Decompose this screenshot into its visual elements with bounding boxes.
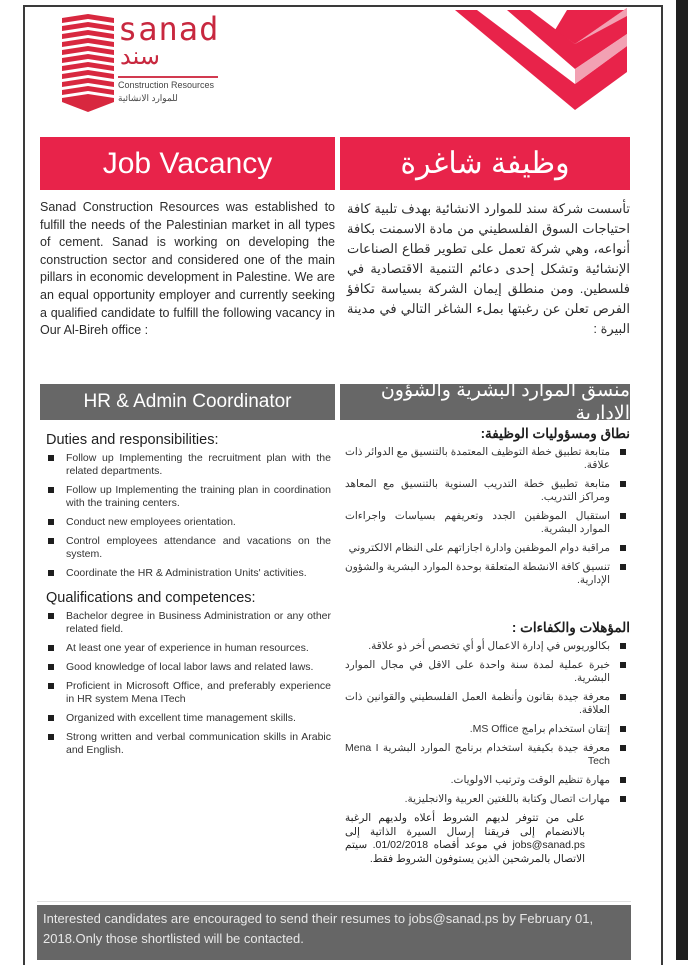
list-item: إتقان استخدام برامج MS Office. <box>345 723 630 736</box>
intro-text-arabic: تأسست شركة سند للموارد الانشائية بهدف تلبية كافة احتياجات السوق الفلسطيني من مادة الاسمنت بكافة أنواعه، وهي شركة تعمل على تطوير قطاع الصناعات الإنشائية وتشكل إحدى دعائم التنمية الاقتصادية في فلسطين. ومن منطلق إيمان الشركة بسياسة تكافؤ الفرص تعلن عن رغبتها بملء الشاغر التالي في مدينة البيرة : <box>347 201 630 336</box>
footer-divider <box>37 901 631 902</box>
job-vacancy-header: Job Vacancy <box>40 137 335 190</box>
application-footer: Interested candidates are encouraged to send their resumes to jobs@sanad.ps by February 01, 2018.Only those shortlisted will be contacted. <box>37 905 631 960</box>
duties-section-arabic <box>345 426 630 593</box>
qualifications-section-arabic <box>345 620 630 812</box>
bullet-icon <box>620 545 626 551</box>
list-item: Good knowledge of local labor laws and related laws. <box>46 661 331 674</box>
bullet-icon <box>620 513 626 519</box>
list-item: بكالوريوس في إدارة الاعمال أو أي تخصص أخر ذو علاقة. <box>345 640 630 653</box>
bullet-icon <box>620 564 626 570</box>
bullet-icon <box>620 662 626 668</box>
duties-section <box>46 432 331 586</box>
list-item: مهارات اتصال وكتابة باللغتين العربية والانجليزية. <box>345 793 630 806</box>
bullet-icon <box>620 745 626 751</box>
qualifications-list-arabic <box>345 640 630 806</box>
duties-title-arabic: نطاق ومسؤوليات الوظيفة: <box>480 426 630 441</box>
list-item: Bachelor degree in Business Administration or any other related field. <box>46 610 331 636</box>
bullet-icon <box>620 449 626 455</box>
list-item: Follow up Implementing the recruitment plan with the related departments. <box>46 452 331 478</box>
duties-list-arabic <box>345 446 630 587</box>
list-item: Organized with excellent time management skills. <box>46 712 331 725</box>
bullet-icon <box>620 726 626 732</box>
bullet-icon <box>48 455 54 461</box>
bullet-icon <box>620 481 626 487</box>
viewer-edge <box>676 0 688 960</box>
bullet-icon <box>620 777 626 783</box>
bullet-icon <box>48 664 54 670</box>
duties-list <box>46 452 331 580</box>
list-item: Strong written and verbal communication skills in Arabic and English. <box>46 731 331 757</box>
intro-text: Sanad Construction Resources was established to fulfill the needs of the Palestinian market in all types of cement. Sanad is working on developing the construction sector and considered one of the main pillars in economic development in Palestine. We are an equal opportunity employer and currently seeking a qualified candidate to fulfill the following vacancy in Our Al-Bireh office : <box>40 200 335 338</box>
duties-title: Duties and responsibilities: <box>46 432 219 448</box>
bullet-icon <box>48 683 54 689</box>
bullet-icon <box>48 613 54 619</box>
building-logo-icon <box>60 14 116 114</box>
brand-subtitle: Construction Resources <box>118 80 215 90</box>
list-item: معرفة جيدة بقانون وأنظمة العمل الفلسطيني والقوانين ذات العلاقة. <box>345 691 630 717</box>
list-item: معرفة جيدة بكيفية استخدام برنامج الموارد البشرية Mena I Tech <box>345 742 630 768</box>
bullet-icon <box>48 734 54 740</box>
list-item: Conduct new employees orientation. <box>46 516 331 529</box>
list-item: Follow up Implementing the training plan in coordination with the training centers. <box>46 484 331 510</box>
bullet-icon <box>48 645 54 651</box>
list-item: Control employees attendance and vacations on the system. <box>46 535 331 561</box>
position-title: HR & Admin Coordinator <box>40 384 335 420</box>
list-item: At least one year of experience in human resources. <box>46 642 331 655</box>
chevron-decoration-icon <box>455 6 635 111</box>
list-item: Coordinate the HR & Administration Units' activities. <box>46 567 331 580</box>
list-item: مهارة تنظيم الوقت وترتيب الاولويات. <box>345 774 630 787</box>
brand-name: sanad <box>118 10 220 48</box>
bullet-icon <box>48 487 54 493</box>
qualifications-title: Qualifications and competences: <box>46 590 256 606</box>
qualifications-list <box>46 610 331 757</box>
list-item: تنسيق كافة الانشطة المتعلقة بوحدة الموارد البشرية والشؤون الإدارية. <box>345 561 630 587</box>
list-item: متابعة تطبيق خطة التدريب السنوية بالتنسيق مع المعاهد ومراكز التدريب. <box>345 478 630 504</box>
brand-name-arabic: سند <box>120 43 160 70</box>
bullet-icon <box>620 796 626 802</box>
qualifications-title-arabic: المؤهلات والكفاءات : <box>511 620 630 635</box>
position-title-arabic: منسق الموارد البشرية والشؤون الإدارية <box>340 384 630 420</box>
list-item: خبرة عملية لمدة سنة واحدة على الاقل في مجال الموارد البشرية. <box>345 659 630 685</box>
qualifications-section <box>46 590 331 763</box>
list-item: استقبال الموظفين الجدد وتعريفهم بسياسات واجراءات الموارد البشرية. <box>345 510 630 536</box>
bullet-icon <box>48 538 54 544</box>
brand-subtitle-arabic: للموارد الانشائية <box>118 93 178 103</box>
bullet-icon <box>620 643 626 649</box>
closing-text-arabic: على من تتوفر لديهم الشروط أعلاه ولديهم الرغبة بالانضمام إلى فريقنا إرسال السيرة الذاتية إلى jobs@sanad.ps في موعد أقصاه 01/02/2018. سيتم الاتصال بالمرشحين الذين يستوفون الشروط فقط. <box>345 812 585 865</box>
bullet-icon <box>48 715 54 721</box>
list-item: متابعة تطبيق خطة التوظيف المعتمدة بالتنسيق مع الدوائر ذات علاقة. <box>345 446 630 472</box>
bullet-icon <box>48 519 54 525</box>
bullet-icon <box>620 694 626 700</box>
list-item: مراقبة دوام الموظفين وادارة اجازاتهم على النظام الالكتروني <box>345 542 630 555</box>
logo-divider <box>118 76 218 78</box>
job-vacancy-header-arabic: وظيفة شاغرة <box>340 137 630 190</box>
bullet-icon <box>48 570 54 576</box>
sanad-logo <box>60 10 230 114</box>
list-item: Proficient in Microsoft Office, and preferably experience in HR system Mena ITech <box>46 680 331 706</box>
